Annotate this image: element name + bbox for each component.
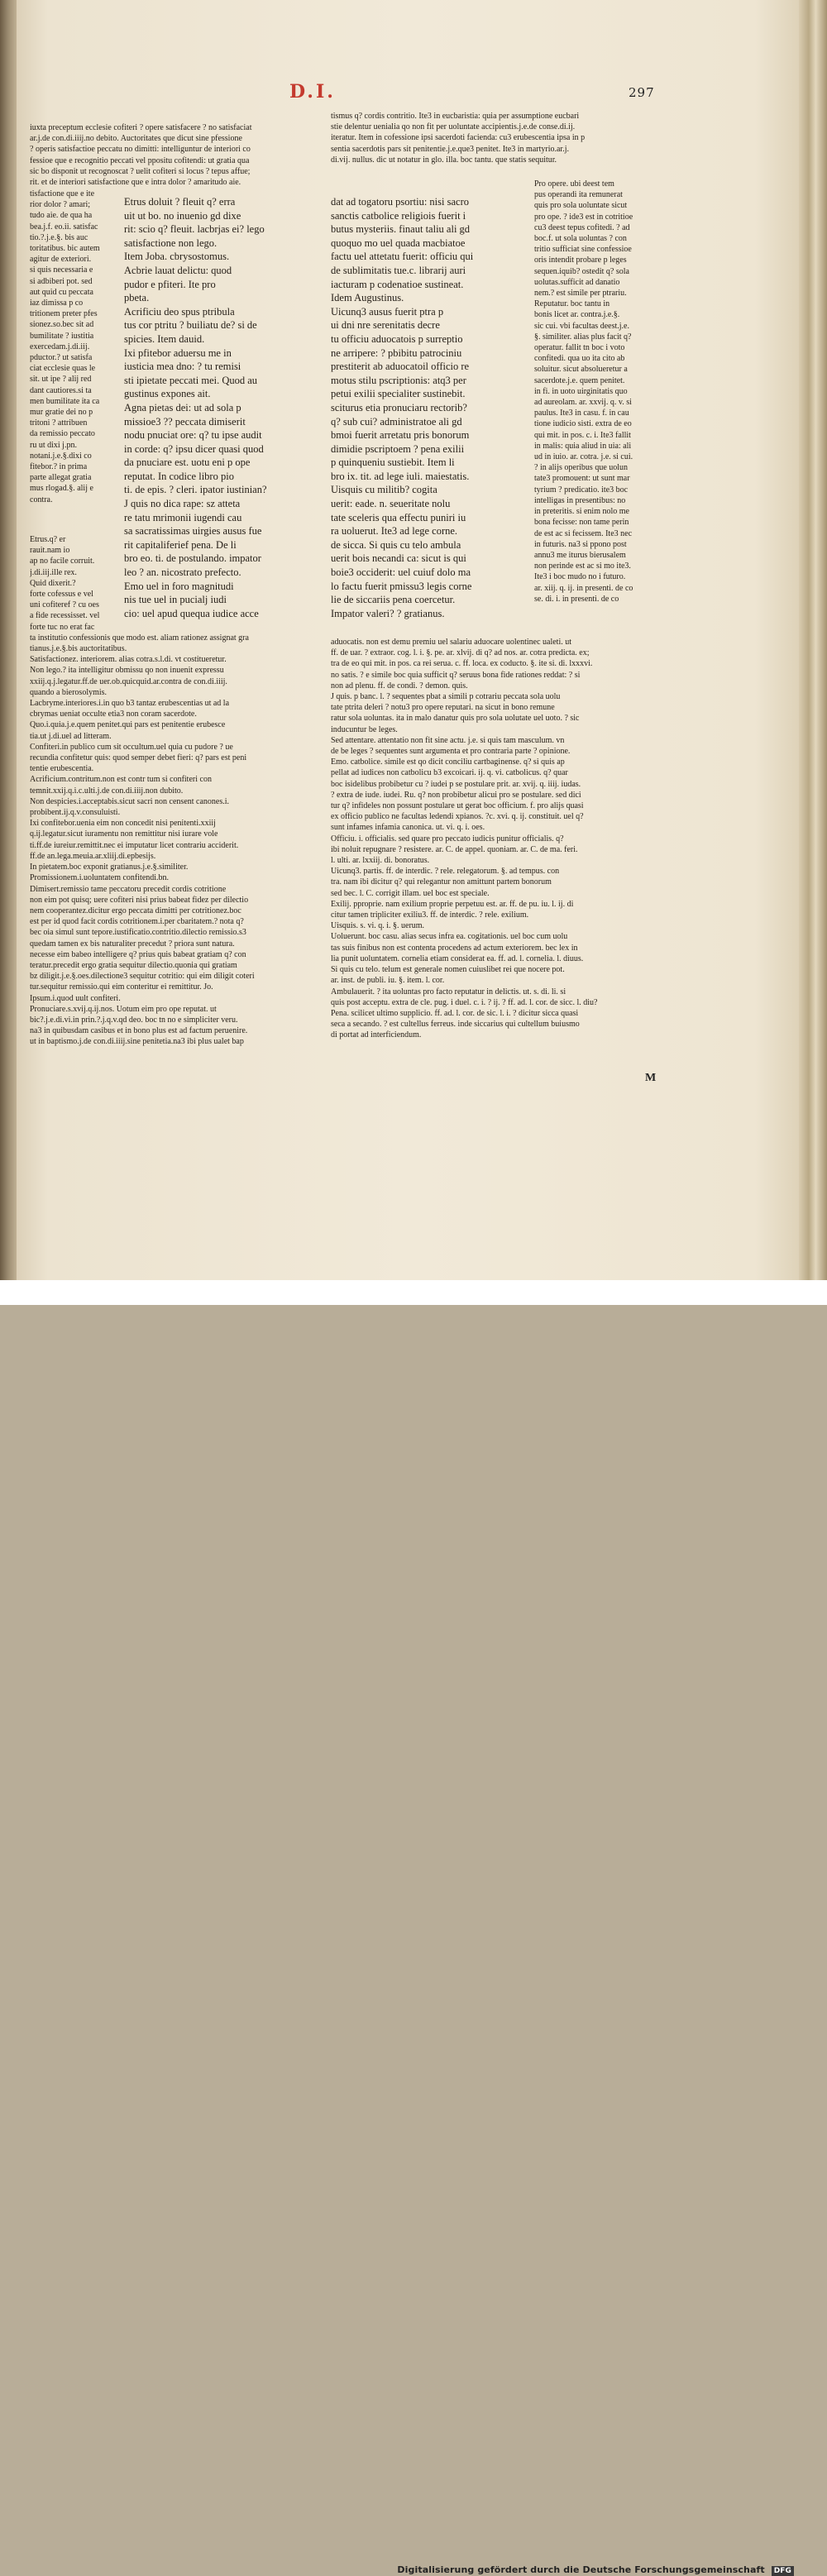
text-line: si adbiberi pot. sed	[30, 276, 93, 286]
gloss-left-top	[30, 122, 329, 188]
text-line: necesse eim babeo intelligere q? prius quis babeat gratiam q? con	[30, 949, 246, 959]
text-line: re tatu mrimonii iugendi cau	[124, 511, 242, 523]
text-line: forte cofessus e vel	[30, 590, 93, 600]
text-line: contra.	[30, 495, 53, 504]
text-line: iteratur. Item in cofessione ipsi sacerdoti facienda: cu3 erubescentia ipsa in p	[331, 133, 586, 143]
text-line: sanctis catbolice religiois fuerit i	[331, 209, 466, 222]
text-line: quis pro sola uoluntate sicut	[534, 201, 628, 211]
text-line: Pena. scilicet ultimo supplicio. ff. ad. l. cor. de sic. l. i. ? dicitur sicca quasi	[331, 1008, 579, 1018]
text-line: citur tamen tripliciter exiliu3. ff. de interdic. ? rele. exilium.	[331, 910, 529, 920]
text-line: bea.j.f. eo.ii. satisfac	[30, 222, 98, 232]
text-line: tra de eo qui mit. in pos. ca rei serua. c. ff. loca. ex coducto. §. ite si. di. lxxxvi.	[331, 659, 593, 669]
text-line: tate ptrita deleri ? notu3 pro opere reputari. na sicut in bono remune	[331, 703, 555, 713]
text-line: ar.j.de con.di.iiij.no debito. Auctoritates que dicut sine pfessione	[30, 134, 242, 144]
text-line: Exilij. pproprie. nam exilium proprie perpetuu est. ar. ff. de pu. iu. l. ij. di	[331, 899, 574, 909]
text-line: sit. ut ipe ? alij red	[30, 375, 92, 385]
text-line: tudo aie. de qua ha	[30, 211, 93, 221]
text-line: ru ut dixi j.pn.	[30, 440, 77, 450]
text-line: Etrus.q? er	[30, 535, 66, 544]
text-line: sti ipietate peccati mei. Quod au	[124, 374, 258, 386]
funding-text: Digitalisierung gefördert durch die Deutsche Forschungsgemeinschaft	[397, 2564, 765, 2575]
text-line: p quinqueniu sustiebit. Item li	[331, 456, 455, 469]
text-line: in corde: q? ipsu dicer quasi quod	[124, 442, 264, 455]
text-line: tianus.j.e.§.bis auctoritatibus.	[30, 644, 127, 654]
text-line: tu officiu aduocatois p surreptio	[331, 332, 463, 345]
text-line: Ixi confitebor.uenia eim non concedit nisi penitenti.xxiij	[30, 819, 216, 829]
text-line: soluitur. sicut absolueretur a	[534, 365, 628, 375]
text-line: sacerdote.j.e. quem penitet.	[534, 375, 625, 385]
text-line: bona fecisse: non tame perin	[534, 518, 629, 528]
text-line: rior dolor ? amari;	[30, 200, 91, 210]
text-line: uit ut bo. no inuenio gd dixe	[124, 209, 241, 222]
text-line: Pro opere. ubi deest tem	[534, 179, 614, 189]
text-line: dat ad togatoru psortiu: nisi sacro	[331, 196, 469, 208]
text-line: ta institutio confessionis que modo est. aliam rationez assignat gra	[30, 633, 249, 643]
text-line: toritatibus. bic autem	[30, 244, 100, 254]
text-line: ti. de epis. ? cleri. ipator iustinian?	[124, 484, 267, 496]
text-line: in preteritis. si enim nolo me	[534, 507, 629, 517]
text-line: pductor.? ut satisfa	[30, 353, 93, 363]
text-line: boc.f. ut sola uoluntas ? con	[534, 234, 627, 244]
text-line: tisfactione que e ite	[30, 189, 95, 198]
text-line: J quis. p banc. l. ? sequentes pbat a simili p cotrariu peccata sola uolu	[331, 692, 561, 702]
text-line: teratur.precedit ergo gratia sequitur dilectio.quonia qui gratiam	[30, 960, 237, 970]
text-line: ff. de uar. ? extraor. cog. l. i. §. pe. ar. xlvij. di q? ad nos. ar. cotra predicta. ex;	[331, 648, 590, 658]
text-line: Impator valeri? ? gratianus.	[331, 607, 445, 619]
text-line: ar. xiij. q. ij. in presenti. de co	[534, 583, 633, 593]
text-line: intelligas in presentibus: no	[534, 495, 626, 505]
text-line: Reputatur. boc tantu in	[534, 299, 610, 309]
text-line: da pnuciare est. uotu eni p ope	[124, 456, 251, 469]
text-line: stie delentur uenialia qo non fit per uoluntate accipientis.j.e.de conse.di.ij.	[331, 122, 576, 132]
text-line: Uisquis cu militib? cogita	[331, 484, 437, 496]
text-line: recundia confitetur quis: quod semper debet fieri: q? pars est peni	[30, 753, 247, 763]
text-line: men bumilitate ita ca	[30, 396, 100, 406]
text-line: uerit: eade. n. seueritate nolu	[331, 498, 451, 510]
text-line: Officiu. i. officialis. sed quare pro peccato iudicis punitur officialis. q?	[331, 834, 564, 844]
text-line: pro ope. ? ide3 est in cotritioe	[534, 212, 633, 222]
text-line: bmoi fuerit arretatu pris bonorum	[331, 429, 470, 442]
text-line: nis tue uel in pucialj iudi	[124, 594, 227, 606]
text-line: bumilitate ? iustitia	[30, 331, 94, 341]
text-line: tritoni ? attribuen	[30, 418, 88, 428]
text-line: Ite3 i boc mudo no i futuro.	[534, 572, 626, 582]
text-line: Quid dixerit.?	[30, 578, 76, 588]
text-line: inducuntur be leges.	[331, 724, 398, 734]
text-line: bro ix. tit. ad lege iuli. maiestatis.	[331, 470, 470, 482]
text-line: xxiij.q.j.legatur.ff.de uer.ob.quicquid.ar.contra de con.di.iiij.	[30, 676, 227, 686]
text-line: iaz dimissa p co	[30, 299, 84, 308]
text-line: ti.ff.de iureiur.remittit.nec ei imputatur licet contrariu acciderit.	[30, 840, 239, 850]
text-line: pbeta.	[124, 292, 150, 304]
text-line: Acrificium.contritum.non est contr tum si confiteri con	[30, 775, 212, 785]
text-line: l. ulti. ar. lxxiij. di. bonoratus.	[331, 856, 430, 866]
text-line: sentia sacerdotis pars sit penitentie.j.e.que3 penitet. Ite3 in martyrio.ar.j.	[331, 144, 569, 154]
text-line: Confiteri.in publico cum sit occultum.uel quia cu pudore ? ue	[30, 742, 233, 752]
text-line: na3 in quibusdam casibus et in bono plus est ad factum peruenire.	[30, 1026, 248, 1036]
text-line: temnit.xxij.q.i.c.ulti.j.de con.di.iiij.non dubito.	[30, 786, 184, 796]
text-line: boie3 occiderit: uel cuiuf dolo ma	[331, 566, 471, 579]
scan-area	[0, 0, 827, 1280]
text-line: forte tuc no erat fac	[30, 622, 95, 632]
text-line: paulus. Ite3 in casu. f. in cau	[534, 409, 629, 418]
footer-band	[0, 1280, 827, 2575]
text-line: Pronuciare.s.xvij.q.ij.nos. Uotum eim pro ope reputat. ut	[30, 1004, 217, 1014]
text-line: in fi. in uoto uirginitatis quo	[534, 386, 628, 396]
text-line: tus cor ptritu ? builiatu de? si de	[124, 319, 257, 332]
dfg-logo: DFG	[772, 2566, 794, 2576]
text-line: ? operis satisfactioe peccatu no dimitti: intelliguntur de interiori co	[30, 145, 251, 155]
text-line: non eim pot quisq; uere cofiteri nisi prius babeat fidez per dilectio	[30, 895, 249, 905]
text-line: dant cautiores.si ta	[30, 385, 92, 395]
text-line: parte allegat gratia	[30, 473, 92, 483]
text-line: de est ac si fecissem. Ite3 nec	[534, 528, 633, 538]
text-line: uolutas.sufficit ad danatio	[534, 277, 620, 287]
text-line: Uicunq3 ausus fuerit ptra p	[331, 305, 444, 318]
text-line: Ambulauerit. ? ita uoluntas pro facto reputatur in delictis. ut. s. di. li. si	[331, 987, 566, 996]
text-line: Satisfactionez. interiorem. alias cotra.s.l.di. vt costitueretur.	[30, 655, 227, 665]
text-line: uerit bois necandi ca: sicut is qui	[331, 552, 466, 565]
text-line: Emo uel in foro magnitudi	[124, 580, 234, 592]
text-line: Promissionem.i.uoluntatem confitendi.bn.	[30, 873, 170, 883]
text-line: ciat ecclesie quas le	[30, 364, 96, 374]
text-line: si quis necessaria e	[30, 265, 93, 275]
text-line: boc isidelibus probibetur cu ? iudei p se postulare prit. ar. xvij. q. iiij. iudas.	[331, 779, 581, 789]
text-line: annu3 me iturus bierusalem	[534, 550, 626, 560]
text-line: tio.?.j.e.§. bis auc	[30, 232, 88, 242]
gloss-right-top	[331, 111, 666, 165]
text-line: quedam tamen ex bis naturaliter precedut ? priora sunt natura.	[30, 939, 235, 949]
text-line: rit capitaliferief pena. De li	[124, 538, 237, 551]
text-line: Acbrie lauat delictu: quod	[124, 264, 232, 276]
text-line: Acrificiu deo spus ptribula	[124, 305, 235, 318]
text-line: sic cui. vbi facultas deest.j.e.	[534, 321, 629, 331]
text-line: iusticia mea dno: ? tu remisi	[124, 361, 241, 373]
text-line: de be leges ? sequentes sunt argumenta et pro contraria parte ? opinione.	[331, 747, 571, 757]
text-line: mur gratie dei no p	[30, 408, 93, 418]
text-line: lia punit uoluntatem. cornelia etiam considerat ea. ff. ad. l. cornelia. l. diuus.	[331, 953, 584, 963]
text-line: confitedi. qua uo ita cito ab	[534, 354, 625, 364]
text-line: a fide recessisset. vel	[30, 611, 100, 621]
text-line: iacturam p codenatioe sustineat.	[331, 278, 464, 290]
text-line: rit. et de interiori satisfactione que e intra dolor ? amaritudo aie.	[30, 178, 241, 188]
text-line: tyrium ? predicatio. ite3 boc	[534, 485, 629, 495]
text-line: ibi noluit repugnare ? resistere. ar. C. de appel. quoniam. ar. C. de ma. feri.	[331, 844, 578, 854]
text-line: non ad plenu. ff. de condi. ? demon. quis.	[331, 681, 468, 691]
text-line: aduocatis. non est demu premiu uel salariu aduocare uolentinec ualeti. ut	[331, 638, 572, 647]
text-line: Item Joba. cbrysostomus.	[124, 251, 230, 263]
text-line: reputat. In codice libro pio	[124, 470, 234, 482]
text-line: bro eo. ti. de postulando. impator	[124, 552, 261, 565]
text-line: sed bec. l. C. corrigit illam. uel boc est speciale.	[331, 888, 490, 898]
text-line: Si quis cu telo. telum est generale nomen cuiuslibet rei que nocere pot.	[331, 965, 565, 975]
funding-footer	[397, 2564, 794, 2576]
text-line: da remissio peccato	[30, 429, 95, 439]
text-line: ne arripere: ? pbibitu patrociniu	[331, 346, 462, 359]
text-line: ? in alijs operibus que uolun	[534, 463, 629, 473]
text-line: Quo.i.quia.j.e.quem penitet.qui pars est penitentie erubesce	[30, 720, 226, 730]
text-line: tra. nam ibi dicitur q? qui relegantur non amittunt partem bonorum	[331, 877, 552, 887]
text-line: seca a secando. ? est cultellus ferreus. inde siccarius qui cultellum buiusmo	[331, 1020, 580, 1030]
text-line: de sublimitatis tue.c. librarij auri	[331, 264, 466, 276]
text-line: agitur de exteriori.	[30, 255, 92, 265]
text-line: aut quid cu peccata	[30, 287, 93, 297]
text-line: ff.de an.lega.meuia.ar.xliij.di.epbesijs.	[30, 851, 156, 861]
text-line: ud in iuio. ar. cotra. j.e. si cui.	[534, 452, 633, 462]
text-line: pus operandi ita remunerat	[534, 190, 623, 200]
book-fore-edge	[799, 0, 827, 1280]
text-line: probibent.ij.q.v.consuluisti.	[30, 808, 121, 818]
gloss-right-narrow	[534, 179, 668, 605]
text-line: rit: scio q? fleuit. lacbrjas ei? lego	[124, 223, 265, 236]
text-line: de sicca. Si quis cu telo ambula	[331, 538, 461, 551]
text-line: in malis: quia aliud in uia: ali	[534, 441, 632, 451]
text-line: Etrus doluit ? fleuit q? erra	[124, 196, 236, 208]
text-line: operatur. fallit tn boc i voto	[534, 343, 625, 353]
text-line: Uicunq3. partis. ff. de interdic. ? rele. relegatorum. §. ad tempus. con	[331, 867, 560, 877]
text-line: cbrymas ueniat occulte etia3 non coram sacerdote.	[30, 710, 197, 719]
text-line: ex officio publico ne facultas ledendi xpianos. ?c. xvi. q. ij. constituit. uel q?	[331, 812, 584, 822]
text-line: Non lego.? ita intelligitur obmissu qo non inuenit expressu	[30, 666, 224, 676]
text-line: tate3 promouent: ut sunt mar	[534, 474, 630, 484]
text-line: qui mit. in pos. c. i. Ite3 fallit	[534, 430, 631, 440]
text-line: tate sceleris qua effectu puniri iu	[331, 511, 466, 523]
text-line: Uoluerunt. boc casu. alias secus infra ea. cogitationis. uel boc cum uolu	[331, 932, 568, 942]
text-line: cio: uel apud quequa iudice acce	[124, 607, 259, 619]
text-line: Idem Augustinus.	[331, 292, 404, 304]
text-line: bec oia simul sunt tepore.iustificatio.contritio.dilectio remissio.s3	[30, 928, 246, 938]
text-line: sic bo disponit ut recognoscat ? uelit cofiteri si locus ? tepus affue;	[30, 166, 251, 176]
text-line: petui exilii specialiter sustinebit.	[331, 388, 466, 400]
text-line: tritionem preter pfes	[30, 309, 98, 319]
catchword: M	[645, 1072, 657, 1084]
text-line: leo ? an. nicostrato prefecto.	[124, 566, 241, 579]
text-line: missioe3 ?? peccata dimiserit	[124, 415, 246, 428]
text-line: lo factu fuerit pmissu3 legis corne	[331, 580, 472, 592]
text-line: bonis licet ar. contra.j.e.§.	[534, 310, 620, 320]
text-line: in futuris. na3 si ppono post	[534, 539, 627, 549]
text-line: quando a bierosolymis.	[30, 687, 108, 697]
text-line: nodu pnuciat ore: q? tu ipse audit	[124, 429, 262, 442]
text-line: J quis no dica rape: sz atteta	[124, 498, 241, 510]
text-line: sequen.iquib? ostedit q? sola	[534, 266, 629, 276]
gloss-left-narrow	[30, 189, 121, 505]
text-line: ratur sola uoluntas. ita in malo danatur quis pro sola uolutate uel uoto. ? sic	[331, 714, 580, 724]
text-line: §. similiter. alias plus facit q?	[534, 332, 632, 342]
text-line: tismus q? cordis contritio. Ite3 in eucbaristia: quia per assumptione eucbari	[331, 112, 580, 121]
text-line: rauit.nam io	[30, 546, 70, 556]
folio-number: 297	[629, 85, 655, 100]
text-line: tione iudicio sisti. extra de eo	[534, 419, 632, 429]
text-line: notani.j.e.§.dixi co	[30, 451, 92, 461]
text-line: tas suis finibus non est contenta procedens ad actum exteriorem. bec lex in	[331, 943, 578, 953]
text-line: nem cooperantez.dicitur ergo peccata dimitti per cotritionez.boc	[30, 906, 241, 915]
text-line: non perinde est ac si mo ite3.	[534, 562, 631, 571]
text-line: fitebor.? in prima	[30, 462, 88, 472]
text-line: oris intendit probare p leges	[534, 256, 627, 265]
text-line: quis post acceptu. extra de cle. pug. i duel. c. i. ? ij. ? ff. ad. l. cor. de sicc. l. diu?	[331, 997, 598, 1007]
text-line: dimidie pscriptoem ? pena exilii	[331, 442, 465, 455]
text-line: Dimisert.remissio tame peccatoru precedit cordis cotritione	[30, 884, 227, 894]
text-line: ui dni nre serenitatis decre	[331, 319, 440, 332]
text-line: mus rlogad.§. alij e	[30, 484, 93, 494]
gloss-right-bottom	[331, 637, 668, 1041]
text-line: bic?.j.e.di.vi.in prin.?.j.q.v.qd deo. boc tn no e simpliciter veru.	[30, 1015, 238, 1025]
text-line: tritio sufficiat sine confessioe	[534, 245, 632, 255]
text-line: tur.sequitur remissio.qui eim conteritur ei remittitur. Jo.	[30, 982, 213, 992]
text-line: di.vij. nullus. dic ut notatur in glo. illa. boc tantu. que statis sequitur.	[331, 155, 557, 165]
text-line: ut in baptismo.j.de con.di.iiij.sine penitetia.na3 ibi plus ualet bap	[30, 1037, 244, 1047]
text-line: est per id quod facit cordis cotritionem.i.per cbaritatem.? nota q?	[30, 917, 244, 927]
text-line: sionez.so.bec sit ad	[30, 320, 94, 330]
gloss-left-lower	[30, 534, 327, 1048]
text-line: sa sacratissimas uirgies ausus fue	[124, 525, 262, 538]
text-line: In pietatem.boc exponit gratianus.j.e.§.similiter.	[30, 863, 189, 872]
text-line: butus mysteriis. finaut taliu ali gd	[331, 223, 471, 236]
text-line: Sed attentare. attentatio non fit sine actu. j.e. si quis tam masculum. vn	[331, 735, 565, 745]
text-line: uni cofiteref ? cu oes	[30, 600, 99, 610]
text-line: Ixi pfitebor aduersu me in	[124, 346, 232, 359]
text-line: tia.ut j.di.uel ad litteram.	[30, 731, 112, 741]
text-line: ap no facile corruit.	[30, 557, 95, 566]
text-line: tentie erubescentia.	[30, 764, 94, 774]
text-line: j.di.iij.ille rex.	[30, 567, 77, 577]
text-line: tur q? infideles non possunt postulare ut gerat boc officium. f. pro alijs quasi	[331, 801, 584, 811]
text-line: iuxta preceptum ecclesie cofiteri ? opere satisfacere ? no satisfaciat	[30, 123, 252, 132]
text-line: spicies. Item dauid.	[124, 332, 205, 345]
text-line: ar. inst. de publi. iu. §. item. l. cor.	[331, 976, 445, 986]
text-line: lie de siccariis pena coercetur.	[331, 594, 456, 606]
running-title: D.I.	[289, 81, 336, 103]
text-line: se. di. i. in presenti. de co	[534, 594, 619, 604]
text-line: quoquo mo uel quada macbiatoe	[331, 237, 466, 249]
text-line: exercedam.j.di.iij.	[30, 342, 90, 351]
text-line: Lacbryme.interiores.i.in quo b3 tantaz erubescentias ut ad la	[30, 699, 230, 709]
text-line: ad aureolam. ar. xxvij. q. v. si	[534, 398, 632, 408]
text-line: satisfactione non lego.	[124, 237, 218, 249]
text-line: sciturus etia pronuciaru rectorib?	[331, 401, 467, 413]
text-line: pudor e pfiteri. Ite pro	[124, 278, 216, 290]
text-line: q.ij.legatur.sicut iuramentu non remittitur nisi iurare vole	[30, 829, 218, 839]
text-line: cu3 deest tepus cofitedi. ? ad	[534, 222, 630, 232]
main-text-middle	[331, 195, 529, 620]
text-line: q? sub cui? administratoe ali gd	[331, 415, 462, 428]
text-line: fessioe que e recognitio peccati vel ppositu cofitendi: ut gratia qua	[30, 155, 250, 165]
text-line: motus stilu pscriptionis: atq3 per	[331, 374, 466, 386]
text-line: Uisquis. s. vi. q. i. §. uerum.	[331, 921, 425, 931]
text-line: Ipsum.i.quod uult confiteri.	[30, 993, 121, 1003]
text-line: ra uoluerut. Ite3 ad lege corne.	[331, 525, 458, 538]
text-line: di portat ad interficiendum.	[331, 1030, 422, 1040]
text-line: Non despicies.i.acceptabis.sicut sacri non censent canones.i.	[30, 796, 230, 806]
text-line: bz diligit.j.e.§.oes.dilectione3 sequitur cotritio: qui eim diligit coteri	[30, 972, 255, 982]
text-line: Emo. catbolice. simile est qo dicit conciliu cartbaginense. q? si quis ap	[331, 758, 565, 767]
text-line: prestiterit ab aduocatoil officio re	[331, 361, 470, 373]
text-line: sunt infames infamia canonica. ut. vi. q. i. oes.	[331, 823, 485, 833]
text-line: Agna pietas dei: ut ad sola p	[124, 401, 241, 413]
text-line: nem.? est simile per ptrariu.	[534, 289, 627, 299]
text-line: gustinus expones ait.	[124, 388, 211, 400]
text-line: pellat ad iudices non catbolicu b3 excoicari. ij. q. vi. catbolicus. q? quar	[331, 768, 568, 778]
text-line: no satis. ? e simile boc quia sufficit q? seruus bona fide rationes reddat: ? si	[331, 670, 581, 680]
text-line: ? extra de iude. iudei. Ru. q? non probibetur alicui pro se postulare. sed dici	[331, 790, 581, 800]
text-line: factu uel attetatu fuerit: officiu qui	[331, 251, 474, 263]
